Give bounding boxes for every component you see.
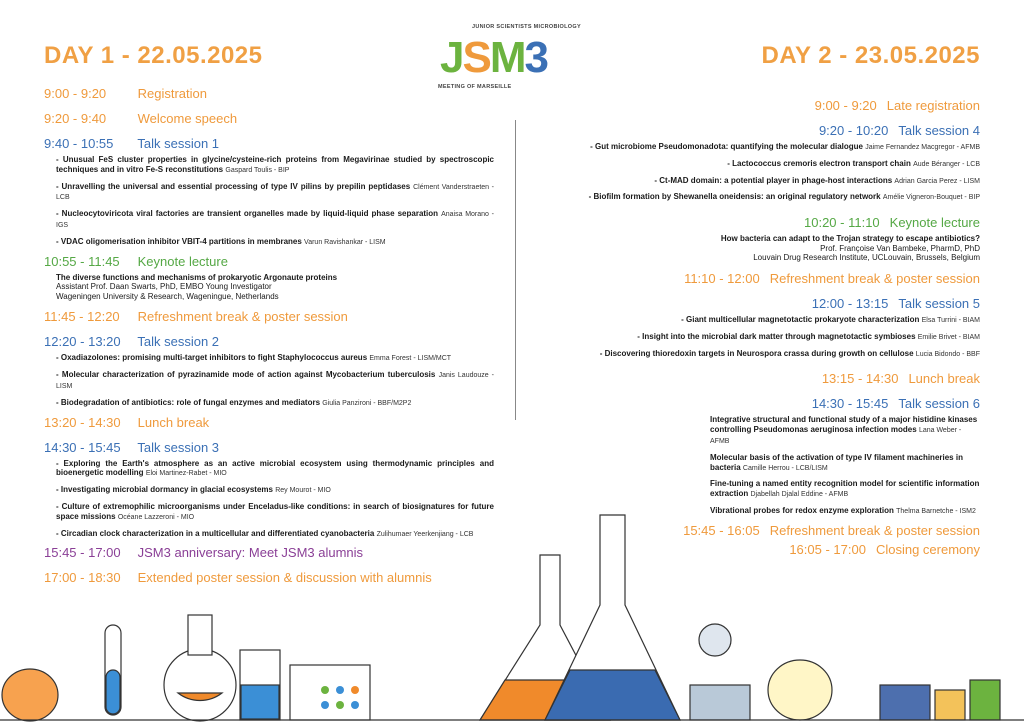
session-talk-2: 12:20 - 13:20 Talk session 2: [44, 334, 220, 350]
talk-item: - Giant multicellular magnetotactic prokaryote characterization Elsa Turrini - BIAM: [681, 314, 980, 324]
logo-wordmark: JSM3: [440, 33, 547, 82]
session-break-2: 11:10 - 12:00 Refreshment break & poster session: [684, 270, 980, 286]
session-late-registration: 9:00 - 9:20 Late registration: [814, 98, 980, 113]
talk-item: - Lactococcus cremoris electron transport chain Aude Béranger - LCB: [727, 158, 980, 168]
talk-item: - Molecular characterization of pyrazinamide mode of action against Mycobacterium tuberculosis Janis Laudouze - LISM: [56, 370, 494, 390]
session-talk-1: 9:40 - 10:55 Talk session 1: [44, 136, 220, 151]
talk-item: - Unravelling the universal and essential processing of type IV pilins by prepilin peptidases Clément Vanderstraeten - LCB: [56, 181, 494, 202]
session-talk-3: 14:30 - 15:45 Talk session 3: [44, 439, 220, 455]
session-lunch-1: 13:20 - 14:30 Lunch break: [44, 414, 210, 430]
day1-title: DAY 1 - 22.05.2025: [44, 42, 263, 69]
talk-item: - Culture of extremophilic microorganisms under Enceladus-like conditions: in search of biosignatures for future space missions Océane Lazzeroni - MIO: [56, 501, 494, 521]
talk-item: - VDAC oligomerisation inhibitor VBIT-4 partitions in membranes Varun Ravishankar - LISM: [56, 236, 386, 246]
keynote-details: How bacteria can adapt to the Trojan strategy to escape antibiotics? Prof. Françoise Van Bambeke, PharmD, PhD Louvain Drug Research Institute, UCLouvain, Brussels, Belgium: [720, 234, 980, 263]
session-talk-5: 12:00 - 13:15 Talk session 5: [811, 295, 980, 311]
talk-item: Molecular basis of the activation of type IV filament machineries in bacteria Camille Herrou - LCB/LISM: [710, 452, 963, 472]
talk-item: - Unusual FeS cluster properties in glycine/cysteine-rich proteins from Megavirinae studied by spectroscopic techniques and in vitro Fe-S reconstitutions Gaspard Toulis - BIP: [56, 155, 494, 174]
talk-item: Vibrational probes for redox enzyme exploration Thelma Barnetche - ISM2: [710, 505, 976, 515]
talk-item: - Ct-MAD domain: a potential player in phage-host interactions Adrian Garcia Perez - LISM: [654, 175, 980, 185]
talk-item: - Nucleocytoviricota viral factories are transient organelles made by liquid-liquid phase separation Anaisa Morano - IGS: [56, 209, 495, 229]
session-break-1: 11:45 - 12:20 Refreshment break & poster session: [44, 309, 348, 325]
talk-item: - Circadian clock characterization in a multicellular and differentiated cyanobacteria Zulihumaer Yeerkenjiang - LCB: [56, 528, 474, 538]
talk-item: - Gut microbiome Pseudomonadota: quantifying the molecular dialogue Jaime Fernandez Macgregor - AFMB: [590, 142, 980, 151]
talk-item: - Exploring the Earth's atmosphere as an active microbial ecosystem using thermodynamic principles and bioenergetic modelling Eloi Martinez-Rabet - MIO: [56, 458, 494, 478]
session-break-3: 15:45 - 16:05 Refreshment break & poster session: [683, 522, 980, 538]
session-extended-poster: 17:00 - 18:30 Extended poster session & discussion with alumnis: [44, 570, 432, 586]
keynote-details: The diverse functions and mechanisms of prokaryotic Argonaute proteins Assistant Prof. Daan Swarts, PhD, EMBO Young Investigator Wageningen University & Research, Wageningue, Netherlands: [56, 272, 338, 301]
talk-item: - Biofilm formation by Shewanella oneidensis: an original regulatory network Amélie Vigneron-Bouquet - BIP: [588, 192, 980, 202]
talk-item: - Discovering thioredoxin targets in Neurospora crassa during growth on cellulose Lucia Bidondo - BBF: [599, 348, 980, 358]
talk-item: - Insight into the microbial dark matter through magnetotactic symbioses Emilie Brivet - BIAM: [637, 331, 980, 341]
logo-tagline-top: JUNIOR SCIENTISTS MICROBIOLOGY: [472, 24, 581, 30]
logo-tagline-bottom: MEETING OF MARSEILLE: [438, 84, 512, 90]
session-registration: 9:00 - 9:20 Registration: [44, 86, 207, 101]
session-keynote-1: 10:55 - 11:45 Keynote lecture: [44, 253, 228, 269]
petri-dish-icon: [2, 669, 58, 721]
talk-item: - Investigating microbial dormancy in glacial ecosystems Rey Mourot - MIO: [56, 485, 331, 495]
session-talk-6: 14:30 - 15:45 Talk session 6: [811, 396, 980, 412]
session-keynote-2: 10:20 - 11:10 Keynote lecture: [804, 215, 980, 231]
talk-item: Integrative structural and functional study of a major histidine kinases controlling Pseudomonas aeruginosa infection modes Lana Weber - AFMB: [710, 415, 978, 445]
session-talk-4: 9:20 - 10:20 Talk session 4: [818, 123, 980, 138]
talk-item: - Oxadiazolones: promising multi-target inhibitors to fight Staphylococcus aureus Emma Forest - LISM/MCT: [56, 353, 452, 363]
lab-equipment-illustration: [0, 452, 1024, 725]
session-welcome: 9:20 - 9:40 Welcome speech: [44, 111, 238, 126]
session-lunch-2: 13:15 - 14:30 Lunch break: [821, 371, 980, 387]
session-closing: 16:05 - 17:00 Closing ceremony: [789, 541, 980, 557]
talk-item: - Biodegradation of antibiotics: role of fungal enzymes and mediators Giulia Panzironi - BBF/M2P2: [56, 397, 412, 407]
talk-item: Fine-tuning a named entity recognition model for scientific information extraction Djabellah Djalal Eddine - AFMB: [710, 479, 980, 499]
day2-title: DAY 2 - 23.05.2025: [761, 42, 980, 69]
session-anniversary: 15:45 - 17:00 JSM3 anniversary: Meet JSM3 alumnis: [44, 545, 364, 561]
